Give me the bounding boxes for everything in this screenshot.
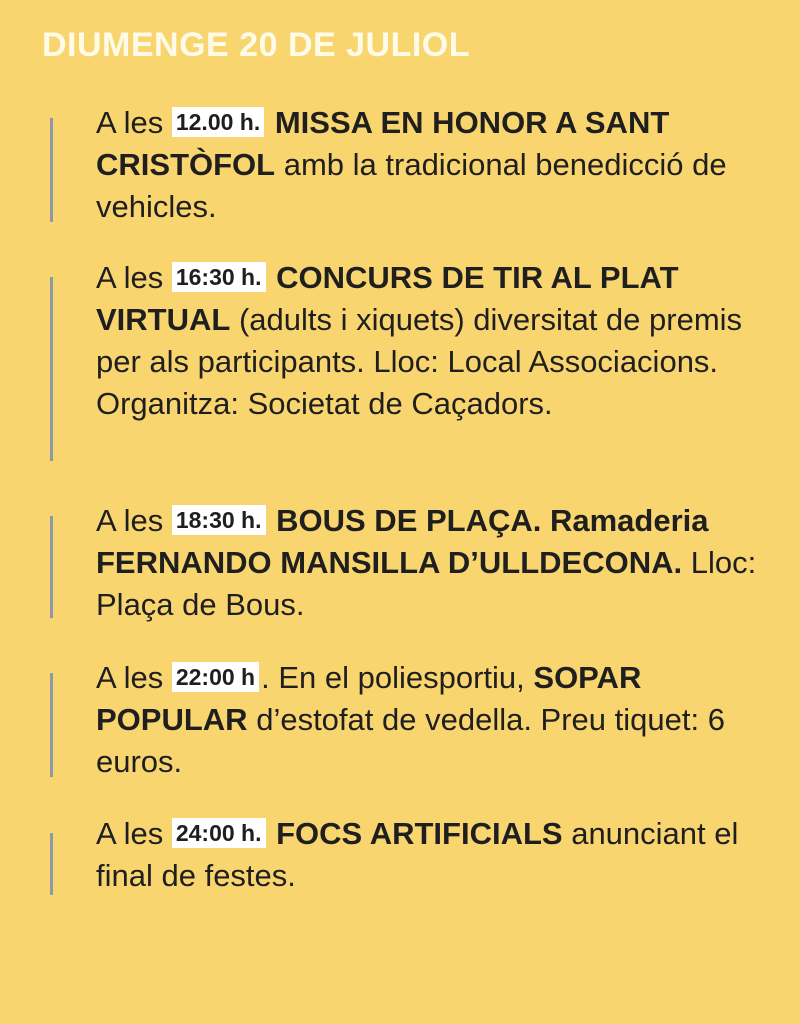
event-time: 24:00 h. bbox=[172, 818, 266, 848]
event-title: FOCS ARTIFICIALS bbox=[276, 816, 563, 851]
event-item bbox=[96, 102, 786, 228]
event-prefix: A les bbox=[96, 260, 164, 295]
event-title: CONCURS DE TIR AL PLAT VIRTUAL bbox=[96, 260, 679, 337]
event-description: Lloc: Plaça de Bous. bbox=[96, 545, 757, 622]
event-divider bbox=[50, 277, 53, 461]
event-prefix: A les bbox=[96, 816, 164, 851]
event-time: 22:00 h bbox=[172, 662, 259, 692]
event-location: . En el poliesportiu, bbox=[261, 660, 525, 695]
event-item bbox=[96, 500, 786, 626]
event-divider bbox=[50, 118, 53, 222]
day-title: DIUMENGE 20 DE JULIOL bbox=[42, 26, 471, 64]
event-prefix: A les bbox=[96, 660, 164, 695]
event-title: BOUS DE PLAÇA. Ramaderia FERNANDO MANSILLA D’ULLDECONA. bbox=[96, 503, 709, 580]
event-divider bbox=[50, 833, 53, 895]
event-item bbox=[96, 257, 786, 425]
event-prefix: A les bbox=[96, 503, 164, 538]
event-description: anunciant el final de festes. bbox=[96, 816, 739, 893]
event-item bbox=[96, 813, 786, 897]
event-description: (adults i xiquets) diversitat de premis per als participants. Lloc: Local Associacions. Organitza: Societat de Caçadors. bbox=[96, 302, 743, 421]
event-divider bbox=[50, 673, 53, 777]
event-description: amb la tradicional benedicció de vehicles. bbox=[96, 147, 727, 224]
event-title: SOPAR POPULAR bbox=[96, 660, 642, 737]
event-prefix: A les bbox=[96, 105, 164, 140]
event-time: 18:30 h. bbox=[172, 505, 266, 535]
event-item bbox=[96, 657, 786, 783]
event-divider bbox=[50, 516, 53, 618]
event-title: MISSA EN HONOR A SANT CRISTÒFOL bbox=[96, 105, 670, 182]
event-description: d’estofat de vedella. Preu tiquet: 6 euros. bbox=[96, 702, 725, 779]
event-time: 16:30 h. bbox=[172, 262, 266, 292]
event-time: 12.00 h. bbox=[172, 107, 264, 137]
